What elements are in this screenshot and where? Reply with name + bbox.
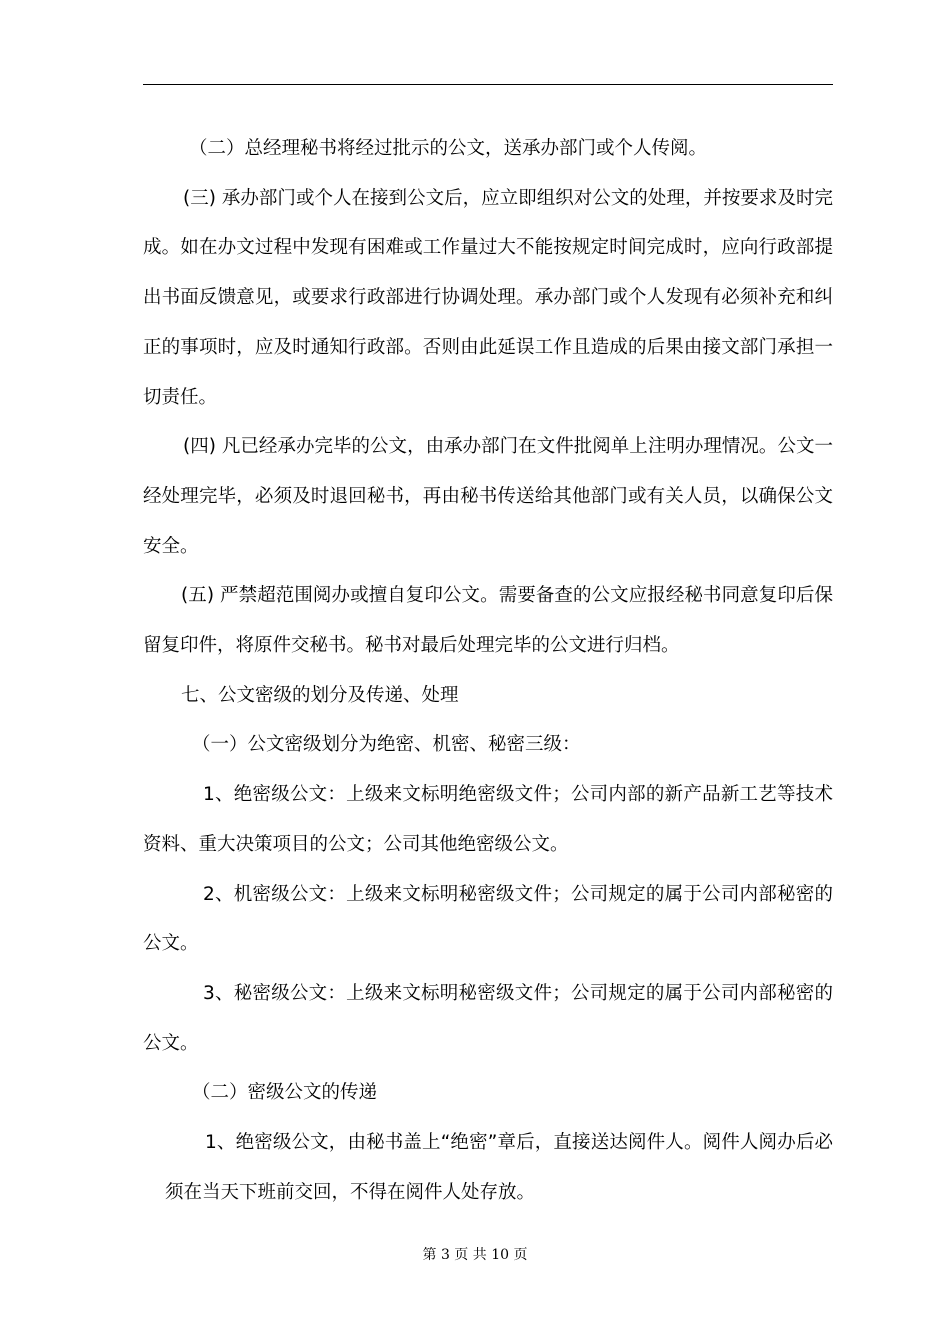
document-body [143, 124, 833, 1217]
page-footer: 第 3 页 共 10 页 [422, 1247, 528, 1263]
paragraph-4-completion: (四) 凡已经承办完毕的公文，由承办部门在文件批阅单上注明办理情况。公文一经处理完毕，必须及时退回秘书，再由秘书传送给其他部门或有关人员，以确保公文安全。 [143, 436, 833, 557]
item-top-secret: 1、绝密级公文：上级来文标明绝密级文件；公司内部的新产品新工艺等技术资料、重大决策项目的公文；公司其他绝密级公文。 [143, 784, 833, 855]
subsection-2-transmission: （二）密级公文的传递 [192, 1082, 378, 1104]
paragraph-5-copying: (五) 严禁超范围阅办或擅自复印公文。需要备查的公文应报经秘书同意复印后保留复印件，将原件交秘书。秘书对最后处理完毕的公文进行归档。 [143, 585, 833, 657]
subsection-1-classification: （一）公文密级划分为绝密、机密、秘密三级： [192, 734, 581, 756]
header-rule [143, 84, 833, 85]
section-heading-7: 七、公文密级的划分及传递、处理 [181, 684, 459, 706]
paragraph-3-handling: (三) 承办部门或个人在接到公文后，应立即组织对公文的处理，并按要求及时完成。如在办文过程中发现有困难或工作量过大不能按规定时间完成时，应向行政部提出书面反馈意见，或要求行政部进行协调处理。承办部门或个人发现有必须补充和纠正的事项时，应及时通知行政部。否则由此延误工作且造成的后果由接文部门承担一切责任。 [143, 187, 833, 408]
paragraph-2-distribution: （二）总经理秘书将经过批示的公文，送承办部门或个人传阅。 [189, 138, 708, 159]
item-confidential: 2、机密级公文：上级来文标明秘密级文件；公司规定的属于公司内部秘密的公文。 [143, 883, 833, 955]
item-top-secret-transmission: 1、绝密级公文，由秘书盖上“绝密”章后，直接送达阅件人。阅件人阅办后必须在当天下班前交回，不得在阅件人处存放。 [165, 1132, 833, 1203]
item-secret: 3、秘密级公文：上级来文标明秘密级文件；公司规定的属于公司内部秘密的公文。 [143, 982, 833, 1054]
